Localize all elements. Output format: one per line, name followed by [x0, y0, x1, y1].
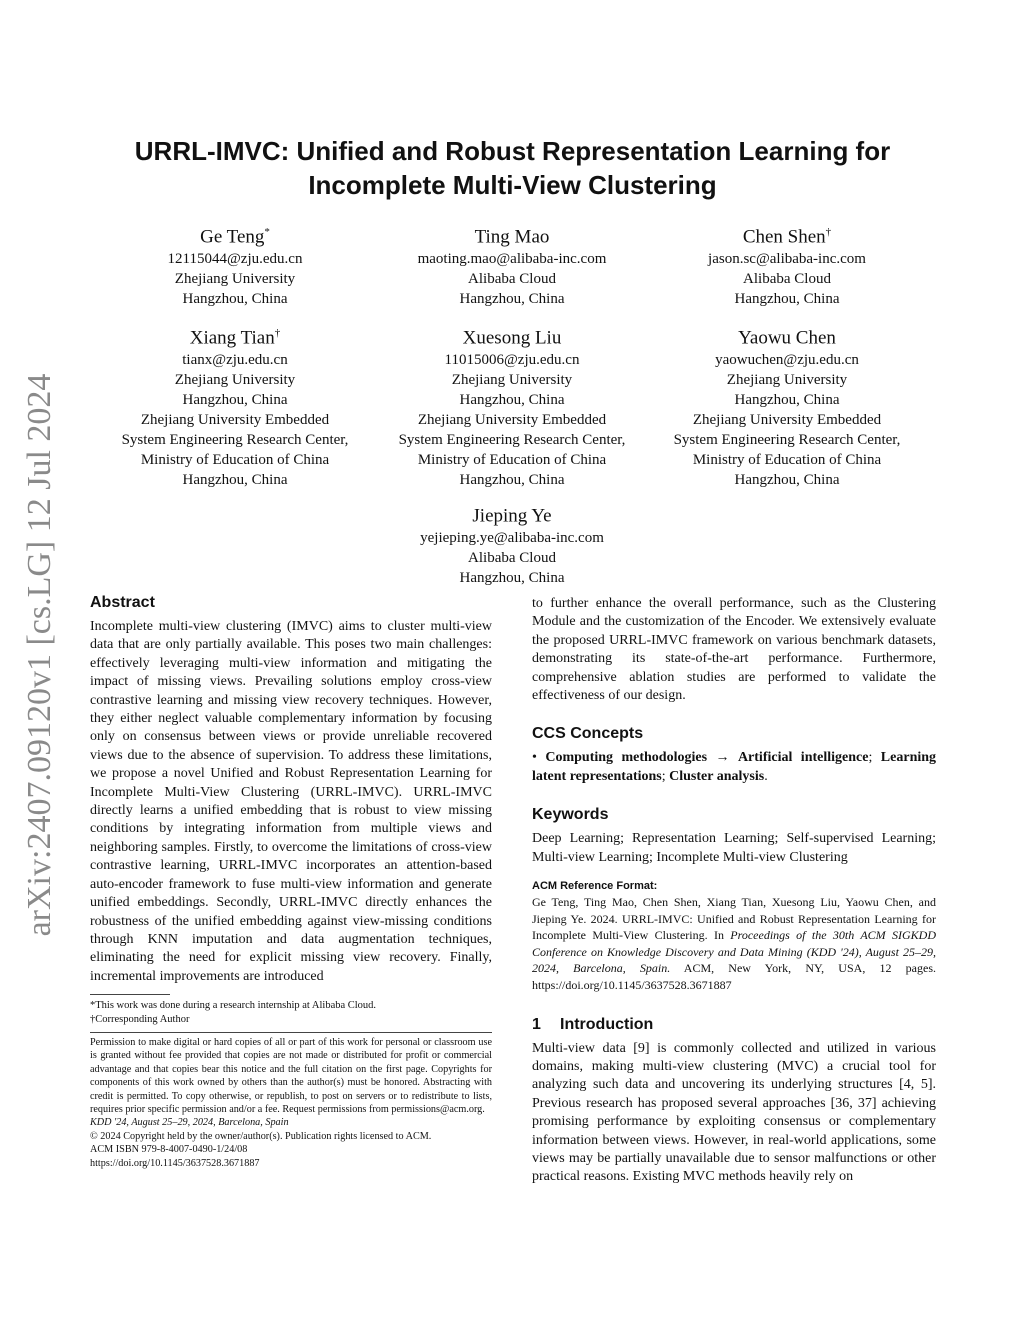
- introduction-text: Multi-view data [9] is commonly collected and utilized in various domains, making multi-view clustering (MVC) a crucial tool for analyzing such data and uncovering its underlying structures [4, 5]. Previous research has proposed several approaches [36, 37] achieving promising performance by exploiting consensus or complementary information between views. However, in real-world applications, some views may be partially unavailable due to sensor malfunctions or other practical reasons. Existing MVC methods heavily rely on: [532, 1040, 936, 1185]
- section-number: 1: [532, 1015, 541, 1033]
- author-location: Hangzhou, China: [734, 472, 840, 489]
- author-block: [652, 220, 922, 309]
- author-location: Hangzhou, China: [182, 291, 288, 308]
- author-name: Xuesong Liu: [462, 327, 562, 349]
- footnote-corresponding: †Corresponding Author: [90, 1014, 190, 1025]
- author-affiliation: Alibaba Cloud: [743, 271, 831, 288]
- author-block: [100, 321, 370, 490]
- author-affiliation: System Engineering Research Center,: [398, 432, 626, 449]
- author-affiliation: Zhejiang University Embedded: [140, 412, 330, 429]
- author-email: maoting.mao@alibaba-inc.com: [417, 251, 607, 268]
- author-block: [652, 321, 922, 490]
- author-block: [377, 220, 647, 309]
- author-email: yaowuchen@zju.edu.cn: [715, 352, 859, 369]
- permission-block: [90, 1032, 492, 1170]
- author-location: Hangzhou, China: [459, 472, 565, 489]
- keywords-heading: Keywords: [532, 806, 609, 824]
- author-email: 11015006@zju.edu.cn: [444, 352, 580, 369]
- left-column: [90, 592, 492, 986]
- arxiv-sidebar: [10, 360, 70, 950]
- author-name: Ting Mao: [474, 226, 550, 248]
- author-block: [377, 499, 647, 588]
- ccs-heading: CCS Concepts: [532, 725, 644, 743]
- introduction-heading: 1 Introduction: [532, 1014, 936, 1036]
- paper-title: [90, 134, 935, 202]
- abstract-text: Incomplete multi-view clustering (IMVC) aims to cluster multi-view data that are only partially available. This poses two main challenges: effectively leveraging multi-view information and mitigating the impact of missing views. Prevailing solutions employ cross-view contrastive learning and missing view recovery techniques. However, they either neglect valuable complementary information by focusing only on consensus between views or provide unreliable recovered views due to the absence of supervision. To address these limitations, we propose a novel Unified and Robust Representation Learning for Incomplete Multi-View Clustering (URRL-IMVC). URRL-IMVC directly learns a unified embedding that is robust to view missing conditions by integrating information from multiple views and neighboring samples. Firstly, to overcome the limitations of cross-view contrastive learning, URRL-IMVC incorporates an attention-based auto-encoder framework to fuse multi-view information and generate unified embeddings. Secondly, URRL-IMVC directly enhances the robustness of the unified embedding against view-missing conditions through KNN imputation and data augmentation techniques, eliminating the need for explicit missing view recovery. Finally, incremental improvements are introduced: [90, 619, 492, 984]
- footnotes: [90, 994, 492, 1027]
- arxiv-identifier: arXiv:2407.09120v1 [cs.LG] 12 Jul 2024: [21, 373, 58, 937]
- author-affiliation: Zhejiang University: [174, 372, 296, 389]
- venue-line: KDD '24, August 25–29, 2024, Barcelona, Spain: [90, 1117, 289, 1129]
- footnote-rule: [90, 994, 170, 995]
- permission-text: Permission to make digital or hard copies of all or part of this work for personal or classroom use is granted without fee provided that copies are not made or distributed for profit or commercial advantage and that copies bear this notice and the full citation on the first page. Copyrights for components of this work owned by others than the author(s) must be honored. Abstracting with credit is permitted. To copy otherwise, or republish, to post on servers or to redistribute to lists, requires prior specific permission and/or a fee. Request permissions from permissions@acm.org.: [90, 1037, 492, 1116]
- author-affiliation: Alibaba Cloud: [468, 271, 556, 288]
- author-name: Jieping Ye: [472, 505, 552, 527]
- author-location: Hangzhou, China: [459, 392, 565, 409]
- permission-rule: [90, 1032, 492, 1033]
- author-mark: †: [274, 327, 281, 339]
- author-location: Hangzhou, China: [734, 291, 840, 308]
- title-line-2: Incomplete Multi-View Clustering: [308, 170, 717, 200]
- author-affiliation: Zhejiang University: [726, 372, 848, 389]
- author-mark: †: [825, 226, 832, 238]
- author-affiliation: Alibaba Cloud: [468, 550, 556, 567]
- author-location: Hangzhou, China: [459, 570, 565, 587]
- author-email: yejieping.ye@alibaba-inc.com: [420, 530, 604, 547]
- author-affiliation: Zhejiang University: [451, 372, 573, 389]
- footnote-internship: *This work was done during a research internship at Alibaba Cloud.: [90, 1000, 377, 1011]
- abstract-continued: to further enhance the overall performance, such as the Clustering Module and the customization of the Encoder. We extensively evaluate the proposed URRL-IMVC framework on various benchmark datasets, demonstrating its state-of-the-art performance. Furthermore, comprehensive ablation studies are performed to validate the effectiveness of our design.: [532, 596, 936, 704]
- author-name: Yaowu Chen: [738, 327, 836, 349]
- right-column: [532, 595, 936, 1187]
- abstract-heading: Abstract: [90, 594, 155, 611]
- isbn-line: ACM ISBN 979-8-4007-0490-1/24/08: [90, 1144, 248, 1156]
- author-affiliation: Zhejiang University Embedded: [692, 412, 882, 429]
- title-line-1: URRL-IMVC: Unified and Robust Representation Learning for: [134, 136, 891, 166]
- author-affiliation: Ministry of Education of China: [417, 452, 607, 469]
- acm-reference: Ge Teng, Ting Mao, Chen Shen, Xiang Tian, Xuesong Liu, Yaowu Chen, and Jieping Ye. 2024. URRL-IMVC: Unified and Robust Representation Learning for Incomplete Multi-View Clustering. In Proceedings of the 30th ACM SIGKDD Conference on Knowledge Discovery and Data Mining (KDD '24), August 25–29, 2024, Barcelona, Spain. ACM, New York, NY, USA, 12 pages. https://doi.org/10.1145/3637528.3671887: [532, 895, 937, 993]
- author-mark: *: [264, 226, 270, 238]
- author-block: [377, 321, 647, 490]
- author-affiliation: Zhejiang University Embedded: [417, 412, 607, 429]
- author-name: Ge Teng*: [200, 226, 270, 248]
- author-location: Hangzhou, China: [734, 392, 840, 409]
- author-block: [100, 220, 370, 309]
- author-affiliation: Zhejiang University: [174, 271, 296, 288]
- author-affiliation: System Engineering Research Center,: [121, 432, 349, 449]
- author-name: Xiang Tian†: [189, 327, 281, 349]
- author-location: Hangzhou, China: [459, 291, 565, 308]
- acm-ref-heading: ACM Reference Format:: [532, 880, 658, 893]
- copyright-line: © 2024 Copyright held by the owner/author(s). Publication rights licensed to ACM.: [90, 1130, 432, 1142]
- author-affiliation: System Engineering Research Center,: [673, 432, 901, 449]
- ccs-concepts: • Computing methodologies → Artificial intelligence; Learning latent representations; Cluster analysis.: [532, 750, 937, 784]
- author-location: Hangzhou, China: [182, 392, 288, 409]
- author-affiliation: Ministry of Education of China: [692, 452, 882, 469]
- doi-link[interactable]: https://doi.org/10.1145/3637528.3671887: [90, 1157, 260, 1169]
- author-email: jason.sc@alibaba-inc.com: [708, 251, 866, 268]
- author-email: tianx@zju.edu.cn: [182, 352, 288, 369]
- author-email: 12115044@zju.edu.cn: [167, 251, 303, 268]
- author-affiliation: Ministry of Education of China: [140, 452, 330, 469]
- keywords-text: Deep Learning; Representation Learning; Self-supervised Learning; Multi-view Learning; Incomplete Multi-view Clustering: [532, 831, 936, 865]
- author-name: Chen Shen†: [742, 226, 832, 248]
- author-location: Hangzhou, China: [182, 472, 288, 489]
